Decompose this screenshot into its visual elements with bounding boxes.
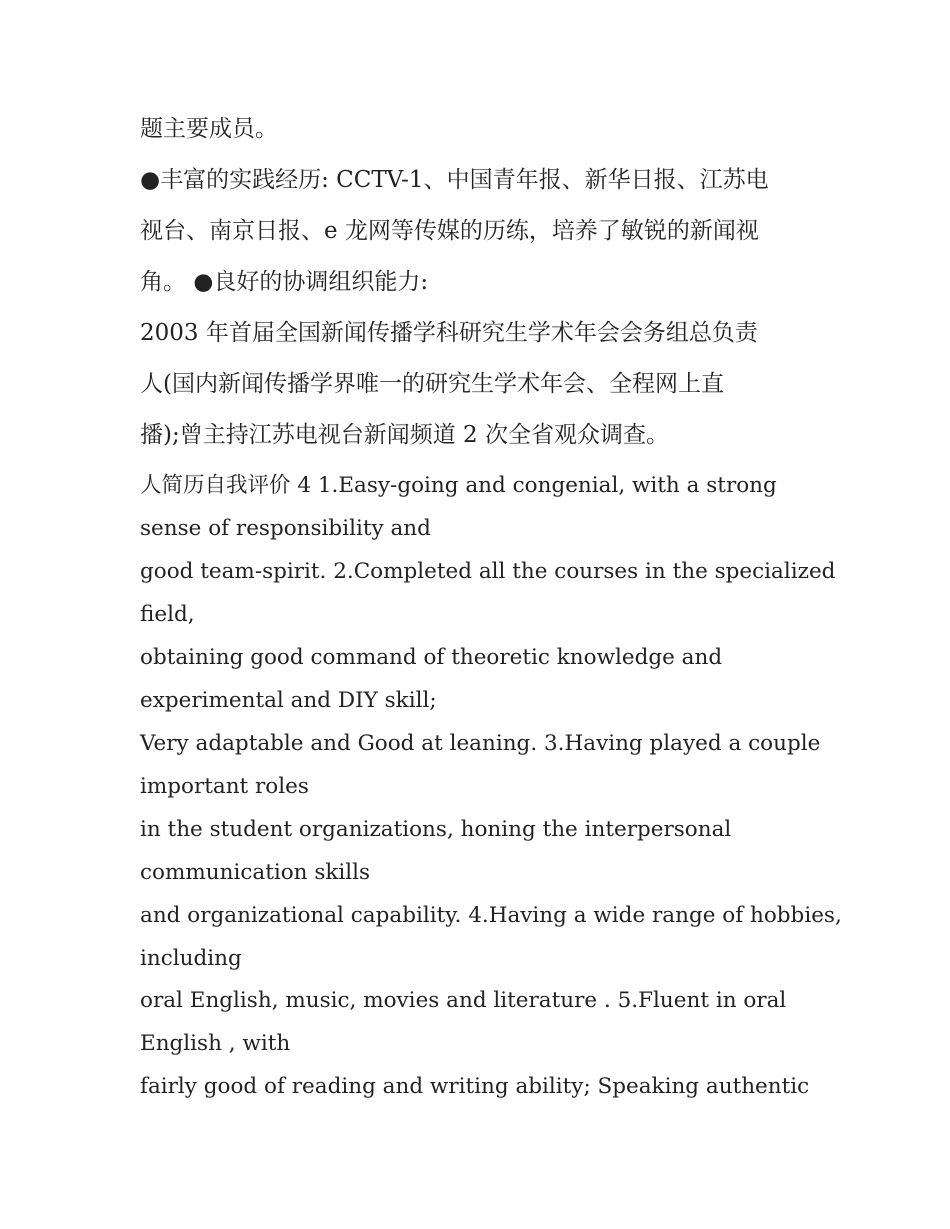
text-line: 视台、南京日报、e 龙网等传媒的历练，培养了敏锐的新闻视 [140, 218, 759, 244]
text-line: and organizational capability. 4.Having a wide range of hobbies, [140, 903, 842, 928]
text-line: 角。 ●良好的协调组织能力: [140, 269, 429, 295]
text-line: sense of responsibility and [140, 516, 431, 541]
text-line: 人简历自我评价 4 1.Easy-going and congenial, with a strong [140, 473, 777, 498]
text-line: 人(国内新闻传播学界唯一的研究生学术年会、全程网上直 [140, 371, 724, 397]
text-line: field, [140, 602, 195, 627]
text-line: English , with [140, 1031, 291, 1056]
text-line: 2003 年首届全国新闻传播学科研究生学术年会会务组总负责 [140, 320, 758, 346]
text-line: ●丰富的实践经历: CCTV-1、中国青年报、新华日报、江苏电 [140, 167, 769, 193]
text-line: experimental and DIY skill; [140, 688, 437, 713]
text-line: Very adaptable and Good at leaning. 3.Having played a couple [140, 731, 821, 756]
text-line: 题主要成员。 [140, 116, 278, 142]
text-line: obtaining good command of theoretic knowledge and [140, 645, 723, 670]
text-line: oral English, music, movies and literature . 5.Fluent in oral [140, 988, 787, 1013]
text-line: communication skills [140, 860, 371, 885]
text-line: in the student organizations, honing the interpersonal [140, 817, 732, 842]
text-line: fairly good of reading and writing ability; Speaking authentic [140, 1074, 810, 1099]
text-line: including [140, 946, 242, 971]
text-line: important roles [140, 774, 309, 799]
text-line: good team-spirit. 2.Completed all the courses in the specialized [140, 559, 836, 584]
text-line: 播);曾主持江苏电视台新闻频道 2 次全省观众调查。 [140, 422, 669, 448]
